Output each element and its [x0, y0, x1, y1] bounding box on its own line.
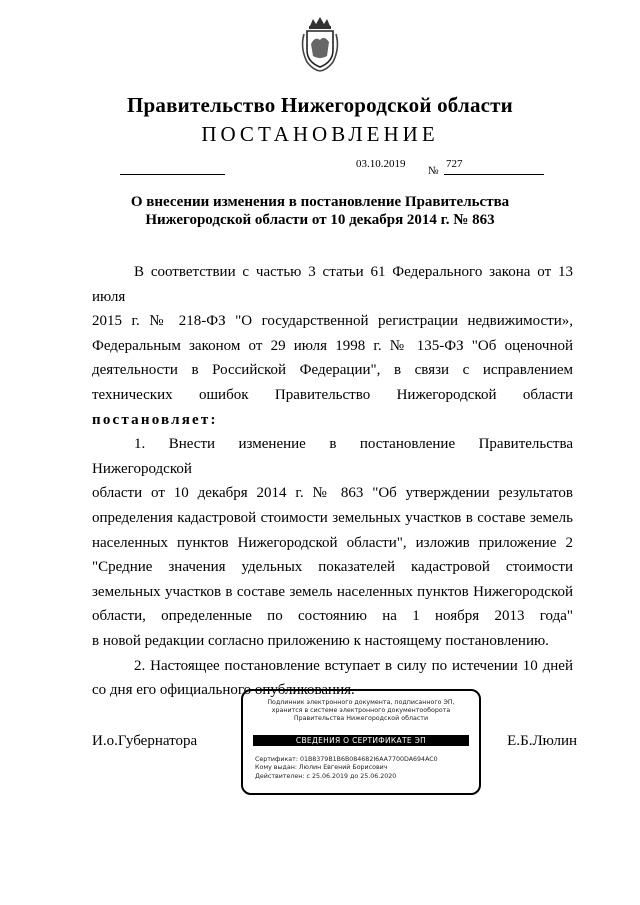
stamp-header-line: Правительства Нижегородской области	[293, 715, 429, 723]
stamp-certificate-details	[255, 756, 438, 781]
document-body	[92, 260, 573, 703]
certificate-validity: Действителен: с 25.06.2019 до 25.06.2020	[255, 772, 397, 780]
body-line: со дня его официального опубликования.	[92, 682, 355, 699]
resolves-word: постановляет:	[92, 411, 218, 428]
title-line: Нижегородской области от 10 декабря 2014 г. № 863	[145, 212, 495, 228]
signer-name: Е.Б.Люлин	[507, 733, 577, 749]
body-line: технических ошибок Правительство Нижегородской области	[92, 386, 573, 403]
body-line: 1. Внести изменение в постановление Правительства Нижегородской	[92, 436, 573, 477]
body-line: населенных пунктов Нижегородской области", изложив приложение 2	[92, 534, 573, 551]
body-line: области от 10 декабря 2014 г. № 863 "Об утверждении результатов	[92, 485, 573, 502]
certificate-id: Сертификат: 01B8379B1B6B084682I6AA7700DA694AC0	[255, 756, 438, 763]
body-line: земельных участков в составе земель населенных пунктов Нижегородской	[92, 583, 573, 600]
coat-of-arms-icon	[299, 16, 341, 72]
signer-position: И.о.Губернатора	[92, 733, 198, 749]
title-line: О внесении изменения в постановление Правительства	[130, 194, 510, 210]
document-date: 03.10.2019	[356, 158, 406, 170]
stamp-header-line: хранится в системе электронного документооборота	[271, 707, 451, 715]
document-title	[0, 193, 640, 229]
organization-name: Правительство Нижегородской области	[127, 93, 513, 117]
body-line: области, определенные по состоянию на 1 ноября 2013 года"	[92, 608, 573, 625]
body-line: "Средние значения удельных показателей кадастровой стоимости	[92, 559, 573, 576]
body-line: деятельности в Российской Федерации", в связи с исправлением	[92, 362, 573, 379]
body-line: В соответствии с частью 3 статьи 61 Федерального закона от 13 июля	[92, 264, 573, 305]
stamp-header-line: Подлинник электронного документа, подписанного ЭП,	[267, 699, 455, 706]
stamp-certificate-bar: СВЕДЕНИЯ О СЕРТИФИКАТЕ ЭП	[253, 735, 469, 746]
body-line: определения кадастровой стоимости земельных участков в составе земель	[92, 509, 573, 526]
body-line: в новой редакции согласно приложению к настоящему постановлению.	[92, 632, 549, 649]
body-line: 2. Настоящее постановление вступает в силу по истечении 10 дней	[134, 657, 573, 674]
document-type: ПОСТАНОВЛЕНИЕ	[201, 122, 439, 146]
e-signature-stamp	[241, 689, 481, 795]
certificate-holder: Кому выдан: Люлин Евгений Борисович	[255, 764, 388, 772]
body-line: Федеральным законом от 29 июля 1998 г. № 135-ФЗ "Об оценочной	[92, 337, 573, 354]
body-line: 2015 г. № 218-ФЗ "О государственной регистрации недвижимости»,	[92, 313, 573, 330]
number-underline	[444, 174, 544, 175]
number-sign: №	[428, 165, 439, 177]
stamp-header	[243, 699, 479, 724]
document-number: 727	[446, 158, 463, 170]
date-underline-left	[120, 174, 225, 175]
